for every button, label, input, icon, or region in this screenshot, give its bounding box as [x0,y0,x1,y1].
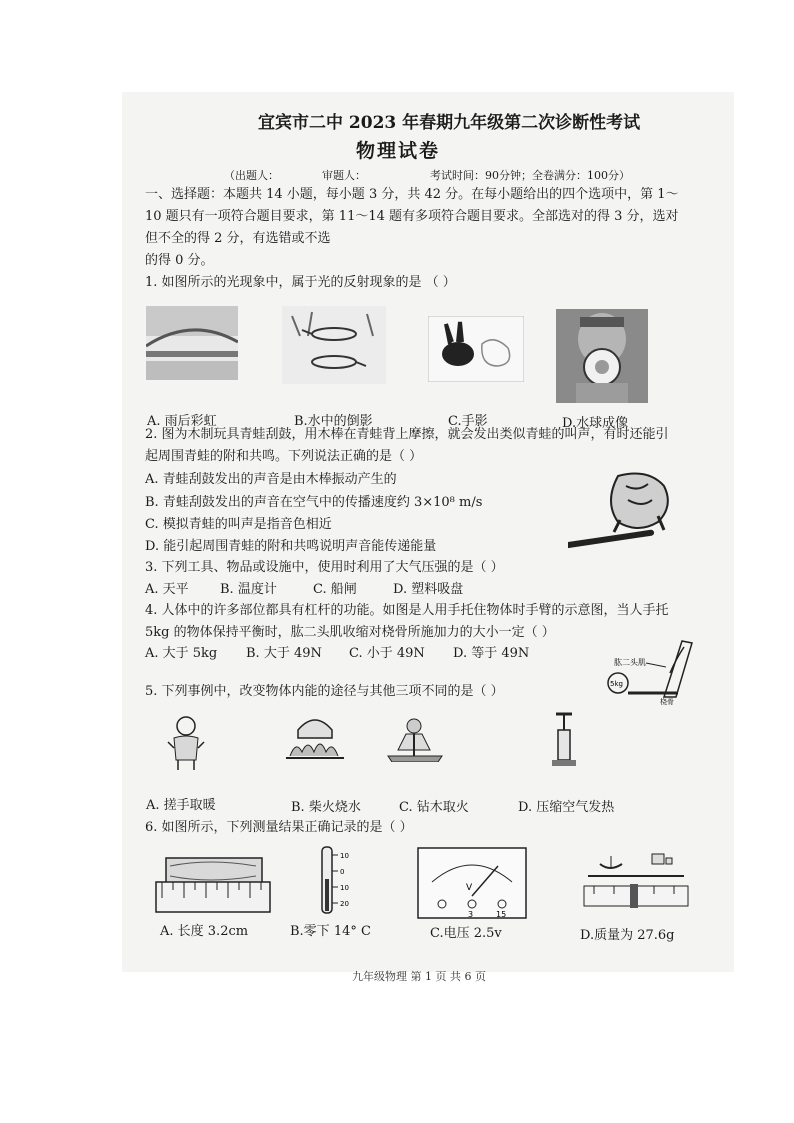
question-2-option: C. 模拟青蛙的叫声是指音色相近 [145,517,332,532]
water-ball-photo [556,309,648,403]
ruler-figure [154,854,272,916]
voltmeter-figure [416,846,528,920]
balance-figure [580,846,692,916]
mass-label: 5kg [610,680,623,688]
question-1-option: C.手影 [448,414,488,429]
reflection-photo [282,306,386,384]
question-2-stem: 起周围青蛙的附和共鸣。下列说法正确的是（ ） [145,449,423,464]
hand-shadow-photo [428,316,524,382]
question-3-option: C. 船闸 [313,582,357,597]
meta-author: （出题人： [224,169,279,182]
thermo-tick: 20 [340,900,349,908]
question-4-option: C. 小于 49N [349,646,425,661]
thermo-tick: 10 [340,884,349,892]
question-6-option: B.零下 14° C [290,924,371,939]
section-instruction: 的得 0 分。 [145,253,214,268]
meta-reviewer: 审题人： [322,169,366,182]
thermometer-figure [314,845,358,917]
section-instruction: 但不全的得 2 分，有选错或不选 [145,231,331,246]
question-4-stem: 4. 人体中的许多部位都具有杠杆的功能。如图是人用手托住物体时手臂的示意图，当人手托 [145,603,669,618]
question-2-option: A. 青蛙刮鼓发出的声音是由木棒振动产生的 [145,472,397,487]
meta-time: 考试时间：90分钟；全卷满分：100分） [430,169,630,182]
drilling-wood-figure [384,716,446,762]
question-5-option: B. 柴火烧水 [291,800,361,815]
question-2-option: D. 能引起周围青蛙的附和共鸣说明声音能传递能量 [145,539,437,554]
question-2-stem: 2. 图为木制玩具青蛙刮鼓，用木棒在青蛙背上摩擦，就会发出类似青蛙的叫声，有时还能引 [145,427,669,442]
section-instruction: 10 题只有一项符合题目要求，第 11～14 题有多项符合题目要求。全部选对的得 3 分，选对 [145,209,679,224]
rubbing-hands-figure [160,712,212,772]
question-4-option: B. 大于 49N [246,646,322,661]
thermo-tick: 10 [340,852,349,860]
thermo-tick: 0 [340,868,345,876]
question-4-option: A. 大于 5kg [145,646,218,661]
question-5-stem: 5. 下列事例中，改变物体内能的途径与其他三项不同的是（ ） [145,684,504,699]
section-instruction: 一、选择题：本题共 14 小题，每小题 3 分，共 42 分。在每小题给出的四个选项中，第 1～ [145,187,679,202]
question-4-option: D. 等于 49N [453,646,530,661]
frog-toy-figure [568,466,678,562]
arm-lever-figure [604,633,700,705]
question-3-option: B. 温度计 [220,582,277,597]
question-5-option: D. 压缩空气发热 [518,800,615,815]
question-4-stem: 5kg 的物体保持平衡时，肱二头肌收缩对桡骨所施加力的大小一定（ ） [145,625,555,640]
exam-title: 宜宾市二中 2023 年春期九年级第二次诊断性考试 [258,113,641,133]
exam-subject: 物理试卷 [356,140,441,162]
firewood-boiling-figure [284,712,346,762]
question-5-option: A. 搓手取暖 [146,798,216,813]
question-3-stem: 3. 下列工具、物品或设施中，使用时利用了大气压强的是（ ） [145,560,504,575]
question-2-option: B. 青蛙刮鼓发出的声音在空气中的传播速度约 3×10⁸ m/s [145,495,483,510]
rainbow-photo [146,306,238,380]
page-footer: 九年级物理 第 1 页 共 6 页 [352,970,486,983]
question-1-option: D.水球成像 [562,416,629,431]
question-6-option: D.质量为 27.6g [580,928,675,943]
air-pump-figure [546,710,580,768]
question-6-option: A. 长度 3.2cm [160,924,249,939]
question-5-option: C. 钻木取火 [399,800,469,815]
question-1-option: B.水中的倒影 [294,414,373,429]
volt-unit: V [466,883,473,893]
question-3-option: A. 天平 [145,582,189,597]
question-1-option: A. 雨后彩虹 [147,414,217,429]
question-3-option: D. 塑料吸盘 [393,582,464,597]
question-6-stem: 6. 如图所示，下列测量结果正确记录的是（ ） [145,820,413,835]
question-6-option: C.电压 2.5v [430,926,502,941]
biceps-label: 肱二头肌 [614,658,646,667]
question-1-stem: 1. 如图所示的光现象中，属于光的反射现象的是 （ ） [145,275,456,290]
radius-label: 桡骨 [660,698,674,705]
volt-terminal: 15 [496,910,507,919]
volt-terminal: 3 [468,910,474,919]
